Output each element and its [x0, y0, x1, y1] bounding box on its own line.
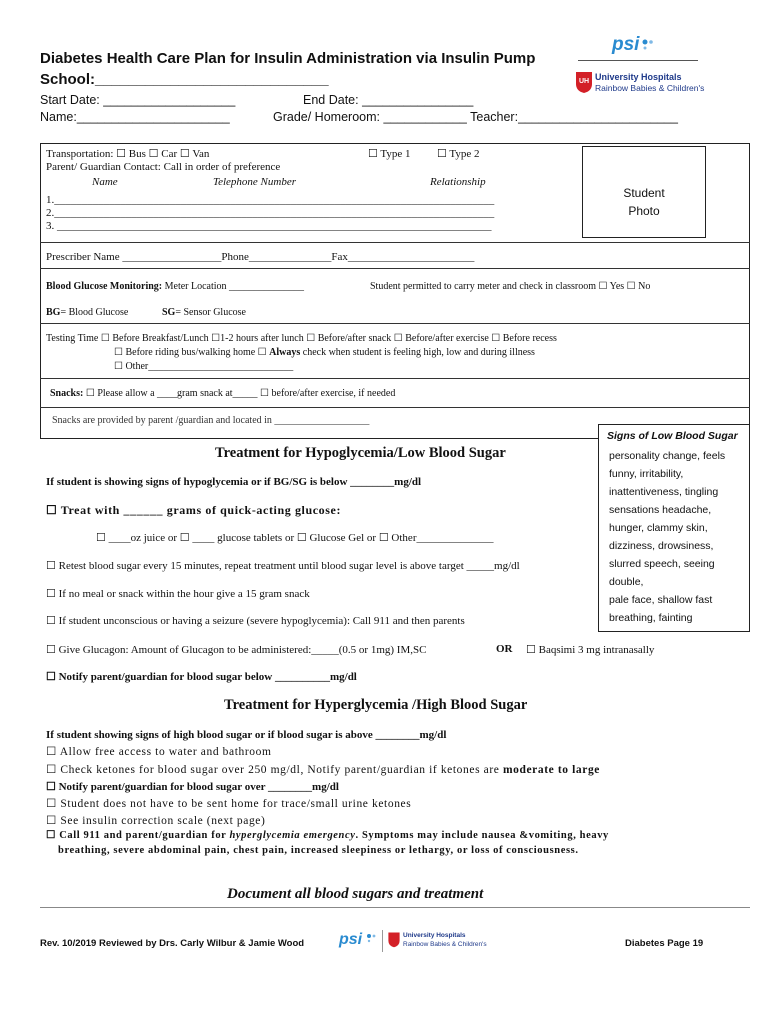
signs-box-title: Signs of Low Blood Sugar: [607, 430, 738, 442]
hyper-emergency-label: hyperglycemia emergency: [229, 830, 356, 841]
hypo-no-meal[interactable]: ☐ If no meal or snack within the hour give a 15 gram snack: [46, 588, 310, 600]
signs-line: hunger, clammy skin,: [609, 522, 708, 534]
bg-monitoring[interactable]: [46, 281, 304, 292]
testing-times-row1[interactable]: Testing Time ☐ Before Breakfast/Lunch ☐1-2 hours after lunch ☐ Before/after snack ☐ Before/after exercise ☐ Before recess: [46, 333, 557, 344]
testing-times-row2[interactable]: [114, 347, 535, 358]
photo-label-line1: Student: [623, 186, 665, 200]
page-title: Diabetes Health Care Plan for Insulin Administration via Insulin Pump: [40, 50, 536, 67]
hyper-correction[interactable]: ☐ See insulin correction scale (next page): [46, 815, 266, 827]
document-all-note: Document all blood sugars and treatment: [227, 886, 484, 902]
footer-hospital-line2: Rainbow Babies & Children's: [403, 941, 487, 948]
hypo-treat-with[interactable]: ☐ Treat with ______ grams of quick-acting glucose:: [46, 503, 342, 517]
footer-hospital-line1: University Hospitals: [403, 932, 466, 939]
bg-definition: [46, 307, 128, 318]
signs-line: slurred speech, seeing: [609, 558, 715, 570]
hypo-glucose-options[interactable]: ☐ ____oz juice or ☐ ____ glucose tablets or ☐ Glucose Gel or ☐ Other______________: [96, 532, 494, 544]
signs-line: funny, irritability,: [609, 468, 684, 480]
signs-box-list: [609, 447, 725, 627]
hyper-symptoms-text: . Symptoms may include nausea &vomiting, heavy: [355, 830, 609, 841]
hypo-glucagon[interactable]: ☐ Give Glucagon: Amount of Glucagon to be administered:_____(0.5 or 1mg) IM,SC: [46, 644, 427, 656]
snacks-row: [50, 388, 395, 399]
snacks-provided-field[interactable]: Snacks are provided by parent /guardian and located in ___________________: [52, 415, 370, 426]
bg-monitoring-label: Blood Glucose Monitoring:: [46, 281, 163, 292]
hyper-section-title: Treatment for Hyperglycemia /High Blood Sugar: [224, 697, 528, 713]
snacks-label: Snacks:: [50, 388, 84, 399]
footer-logo-divider: [382, 930, 383, 952]
signs-line: inattentiveness, tingling: [609, 486, 719, 498]
hyper-not-home[interactable]: ☐ Student does not have to be sent home for trace/small urine ketones: [46, 798, 412, 810]
hyper-ketones-emphasis: moderate to large: [502, 764, 601, 776]
type2-checkbox[interactable]: ☐ Type 2: [437, 148, 480, 160]
grade-teacher-field[interactable]: Grade/ Homeroom: ____________ Teacher:_______________________: [273, 110, 678, 124]
signs-line: pale face, shallow fast: [609, 594, 713, 606]
testing-always-label: Always: [269, 347, 301, 358]
hospital-logo-line1: University Hospitals: [595, 72, 682, 82]
hypo-notify[interactable]: ☐ Notify parent/guardian for blood sugar below __________mg/dl: [46, 671, 357, 683]
hospital-logo-icon: [574, 70, 594, 99]
transportation-options[interactable]: Transportation: ☐ Bus ☐ Car ☐ Van: [46, 148, 210, 160]
hyper-ketones-text[interactable]: ☐ Check ketones for blood sugar over 250 mg/dl, Notify parent/guardian if ketones are: [46, 764, 503, 776]
hospital-logo-line2: Rainbow Babies & Children's: [595, 83, 705, 93]
meter-location-field[interactable]: Meter Location _______________: [162, 281, 305, 292]
start-date-field[interactable]: Start Date: ___________________: [40, 93, 236, 107]
info-divider-4: [40, 378, 750, 379]
col-relationship-header: Relationship: [430, 176, 486, 188]
bottom-divider: [40, 907, 750, 908]
contact-row-2[interactable]: 2.________________________________________________________________________________: [46, 207, 495, 219]
hyper-call911-text[interactable]: ☐ Call 911 and parent/guardian for: [46, 830, 230, 841]
footer-psi-mark: [366, 933, 380, 954]
school-field[interactable]: School:____________________________: [40, 71, 329, 88]
info-divider-5: [40, 407, 750, 408]
footer-revision: Rev. 10/2019 Reviewed by Drs. Carly Wilbur & Jamie Wood: [40, 938, 305, 949]
signs-line: dizziness, drowsiness,: [609, 540, 714, 552]
hyper-ketones: [46, 762, 600, 776]
sg-def-label: SG: [162, 307, 176, 318]
sg-def-text: = Sensor Glucose: [175, 307, 246, 318]
hypo-retest[interactable]: ☐ Retest blood sugar every 15 minutes, repeat treatment until blood sugar level is above target _____mg/dl: [46, 560, 520, 572]
footer-psi-logo: psi: [339, 931, 363, 948]
photo-label-line2: Photo: [628, 204, 660, 218]
hypo-unconscious[interactable]: ☐ If student unconscious or having a seizure (severe hypoglycemia): Call 911 and then parents: [46, 615, 465, 627]
contact-row-1[interactable]: 1.________________________________________________________________________________: [46, 194, 495, 206]
prescriber-field[interactable]: Prescriber Name __________________Phone_______________Fax_______________________: [46, 251, 475, 263]
hyper-call911-line2: breathing, severe abdominal pain, chest pain, increased sleepiness or lethargy, or loss of consciousness.: [58, 845, 579, 856]
logo-divider: [578, 60, 698, 61]
col-name-header: Name: [92, 176, 118, 188]
type1-checkbox[interactable]: ☐ Type 1: [368, 148, 411, 160]
info-divider-1: [40, 242, 750, 243]
footer-page-number: Diabetes Page 19: [625, 938, 704, 949]
parent-contact-label: Parent/ Guardian Contact: Call in order of preference: [46, 161, 281, 173]
hyper-call911: [46, 829, 609, 841]
psi-logo: psi: [612, 34, 640, 55]
hypo-baqsimi[interactable]: ☐ Baqsimi 3 mg intranasally: [526, 644, 655, 656]
hypo-section-title: Treatment for Hypoglycemia/Low Blood Sugar: [215, 445, 506, 461]
snacks-options[interactable]: ☐ Please allow a ____gram snack at_____ ☐ before/after exercise, if needed: [83, 388, 396, 399]
hyper-notify[interactable]: ☐ Notify parent/guardian for blood sugar over ________mg/dl: [46, 781, 339, 793]
carry-meter-option[interactable]: Student permitted to carry meter and check in classroom ☐ Yes ☐ No: [370, 281, 651, 292]
bg-def-label: BG: [46, 307, 61, 318]
end-date-field[interactable]: End Date: ________________: [303, 93, 474, 107]
col-phone-header: Telephone Number: [213, 176, 297, 188]
sg-definition: [162, 307, 246, 318]
info-divider-2: [40, 268, 750, 269]
contact-row-3[interactable]: 3. _______________________________________________________________________________: [46, 220, 492, 232]
signs-line: breathing, fainting: [609, 612, 693, 624]
testing-always-text: check when student is feeling high, low and during illness: [300, 347, 535, 358]
signs-line: double,: [609, 576, 644, 588]
testing-bus-option[interactable]: ☐ Before riding bus/walking home ☐: [114, 347, 270, 358]
info-divider-3: [40, 323, 750, 324]
psi-logo-mark: [641, 38, 659, 63]
svg-text:UH: UH: [578, 78, 590, 85]
bg-def-text: = Blood Glucose: [60, 307, 129, 318]
testing-other-option[interactable]: ☐ Other_____________________________: [114, 361, 294, 372]
name-field[interactable]: Name:______________________: [40, 110, 230, 124]
footer-hospital-icon: [387, 931, 401, 953]
signs-line: sensations headache,: [609, 504, 712, 516]
hyper-water[interactable]: ☐ Allow free access to water and bathroom: [46, 746, 272, 758]
hypo-or: OR: [496, 643, 513, 655]
hypo-if-signs[interactable]: If student is showing signs of hypoglycemia or if BG/SG is below ________mg/dl: [46, 476, 422, 488]
signs-line: personality change, feels: [609, 450, 726, 462]
hyper-if-signs[interactable]: If student showing signs of high blood sugar or if blood sugar is above ________mg/dl: [46, 729, 447, 741]
